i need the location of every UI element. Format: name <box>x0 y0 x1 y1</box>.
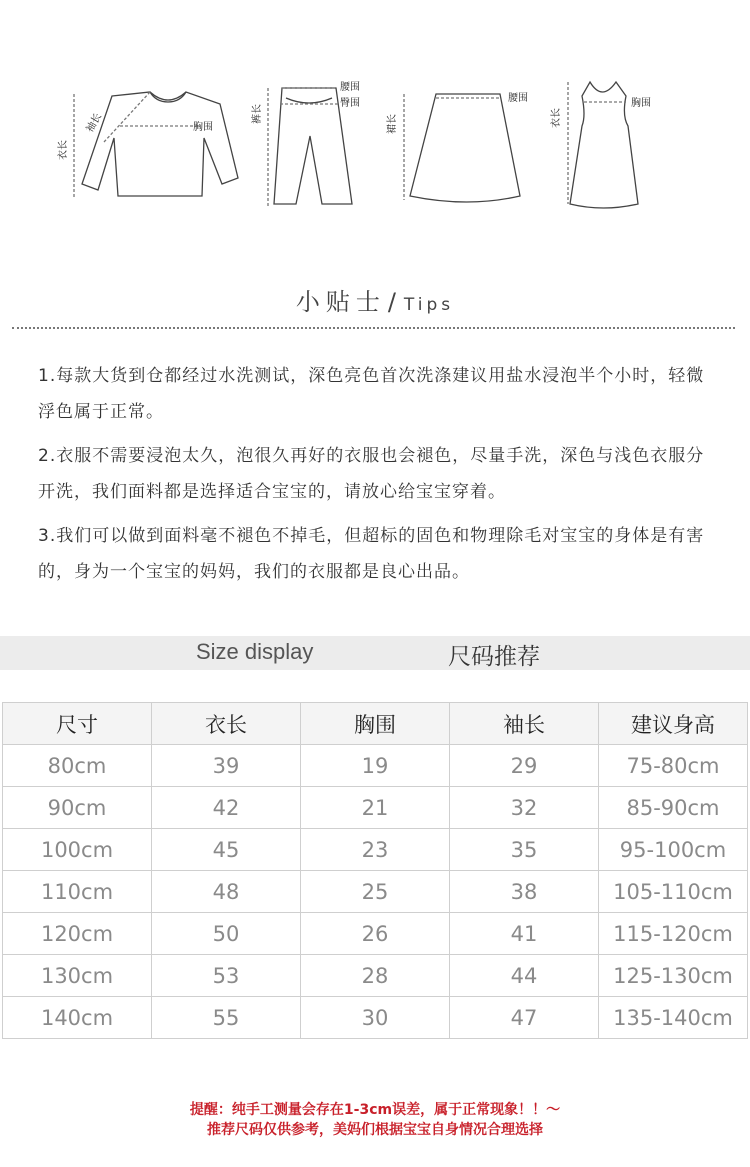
tips-heading <box>0 282 750 317</box>
cell-sleeve: 38 <box>450 871 599 913</box>
pants-length-label: 裤长 <box>252 104 263 124</box>
cell-sleeve: 41 <box>450 913 599 955</box>
cell-size: 90cm <box>3 787 152 829</box>
cell-chest: 26 <box>301 913 450 955</box>
header-size: 尺寸 <box>3 703 152 745</box>
notice-line-1: 提醒：纯手工测量会存在1-3cm误差，属于正常现象！！～ <box>189 1102 561 1118</box>
skirt-waist-label: 腰围 <box>508 93 528 104</box>
tip-item-3: 3.我们可以做到面料毫不褪色不掉毛，但超标的固色和物理除毛对宝宝的身体是有害的，身为一个宝宝的妈妈，我们的衣服都是良心出品。 <box>38 526 705 582</box>
cell-chest: 23 <box>301 829 450 871</box>
cell-chest: 25 <box>301 871 450 913</box>
size-title-en: Size display <box>196 639 314 664</box>
skirt-length-label: 裙长 <box>387 114 398 134</box>
pants-hip-label: 臀围 <box>340 98 360 109</box>
cell-length: 39 <box>152 745 301 787</box>
cell-chest: 19 <box>301 745 450 787</box>
cell-height: 75-80cm <box>599 745 748 787</box>
table-row <box>3 913 748 955</box>
cell-sleeve: 29 <box>450 745 599 787</box>
cell-height: 125-130cm <box>599 955 748 997</box>
table-row <box>3 829 748 871</box>
table-row <box>3 745 748 787</box>
skirt-diagram <box>404 94 520 202</box>
tips-list <box>38 358 718 598</box>
tip-item-2: 2.衣服不需要浸泡太久，泡很久再好的衣服也会褪色，尽量手洗，深色与浅色衣服分开洗，我们面料都是选择适合宝宝的，请放心给宝宝穿着。 <box>38 446 705 502</box>
measurement-notice <box>0 1100 750 1140</box>
cell-chest: 28 <box>301 955 450 997</box>
dress-chest-label: 胸围 <box>631 98 651 109</box>
cell-height: 95-100cm <box>599 829 748 871</box>
table-row <box>3 871 748 913</box>
header-height: 建议身高 <box>599 703 748 745</box>
cell-sleeve: 47 <box>450 997 599 1039</box>
cell-length: 48 <box>152 871 301 913</box>
dress-length-label: 衣长 <box>551 108 562 128</box>
tips-title-slash: / <box>387 288 402 316</box>
cell-length: 45 <box>152 829 301 871</box>
tips-title-en: Tips <box>403 295 455 315</box>
measurement-diagrams-svg <box>0 60 750 230</box>
cell-size: 120cm <box>3 913 152 955</box>
size-table-header-row <box>3 703 748 745</box>
cell-length: 53 <box>152 955 301 997</box>
cell-size: 140cm <box>3 997 152 1039</box>
dotted-divider <box>12 327 735 329</box>
top-sleeve-label: 袖长 <box>84 111 105 135</box>
measurement-diagrams <box>0 60 750 230</box>
cell-height: 85-90cm <box>599 787 748 829</box>
header-chest: 胸围 <box>301 703 450 745</box>
tip-item-1: 1.每款大货到仓都经过水洗测试，深色亮色首次洗涤建议用盐水浸泡半个小时，轻微浮色属于正常。 <box>38 366 705 422</box>
header-length: 衣长 <box>152 703 301 745</box>
cell-chest: 30 <box>301 997 450 1039</box>
table-row <box>3 955 748 997</box>
cell-length: 42 <box>152 787 301 829</box>
header-sleeve: 袖长 <box>450 703 599 745</box>
cell-size: 130cm <box>3 955 152 997</box>
tips-title-cn: 小贴士 <box>295 288 386 316</box>
table-row <box>3 787 748 829</box>
cell-size: 110cm <box>3 871 152 913</box>
size-title-cn: 尺码推荐 <box>448 644 540 670</box>
notice-line-2: 推荐尺码仅供参考，美妈们根据宝宝自身情况合理选择 <box>207 1122 543 1138</box>
cell-height: 135-140cm <box>599 997 748 1039</box>
cell-sleeve: 35 <box>450 829 599 871</box>
cell-chest: 21 <box>301 787 450 829</box>
cell-length: 55 <box>152 997 301 1039</box>
pants-waist-label: 腰围 <box>340 82 360 93</box>
top-chest-label: 胸围 <box>193 122 213 133</box>
cell-sleeve: 32 <box>450 787 599 829</box>
cell-height: 105-110cm <box>599 871 748 913</box>
cell-length: 50 <box>152 913 301 955</box>
dress-diagram <box>568 82 638 208</box>
table-row <box>3 997 748 1039</box>
top-diagram <box>74 92 238 198</box>
cell-size: 80cm <box>3 745 152 787</box>
top-length-label: 衣长 <box>58 140 69 160</box>
cell-size: 100cm <box>3 829 152 871</box>
cell-height: 115-120cm <box>599 913 748 955</box>
size-table <box>2 702 748 1039</box>
cell-sleeve: 44 <box>450 955 599 997</box>
size-section-header <box>0 636 750 670</box>
